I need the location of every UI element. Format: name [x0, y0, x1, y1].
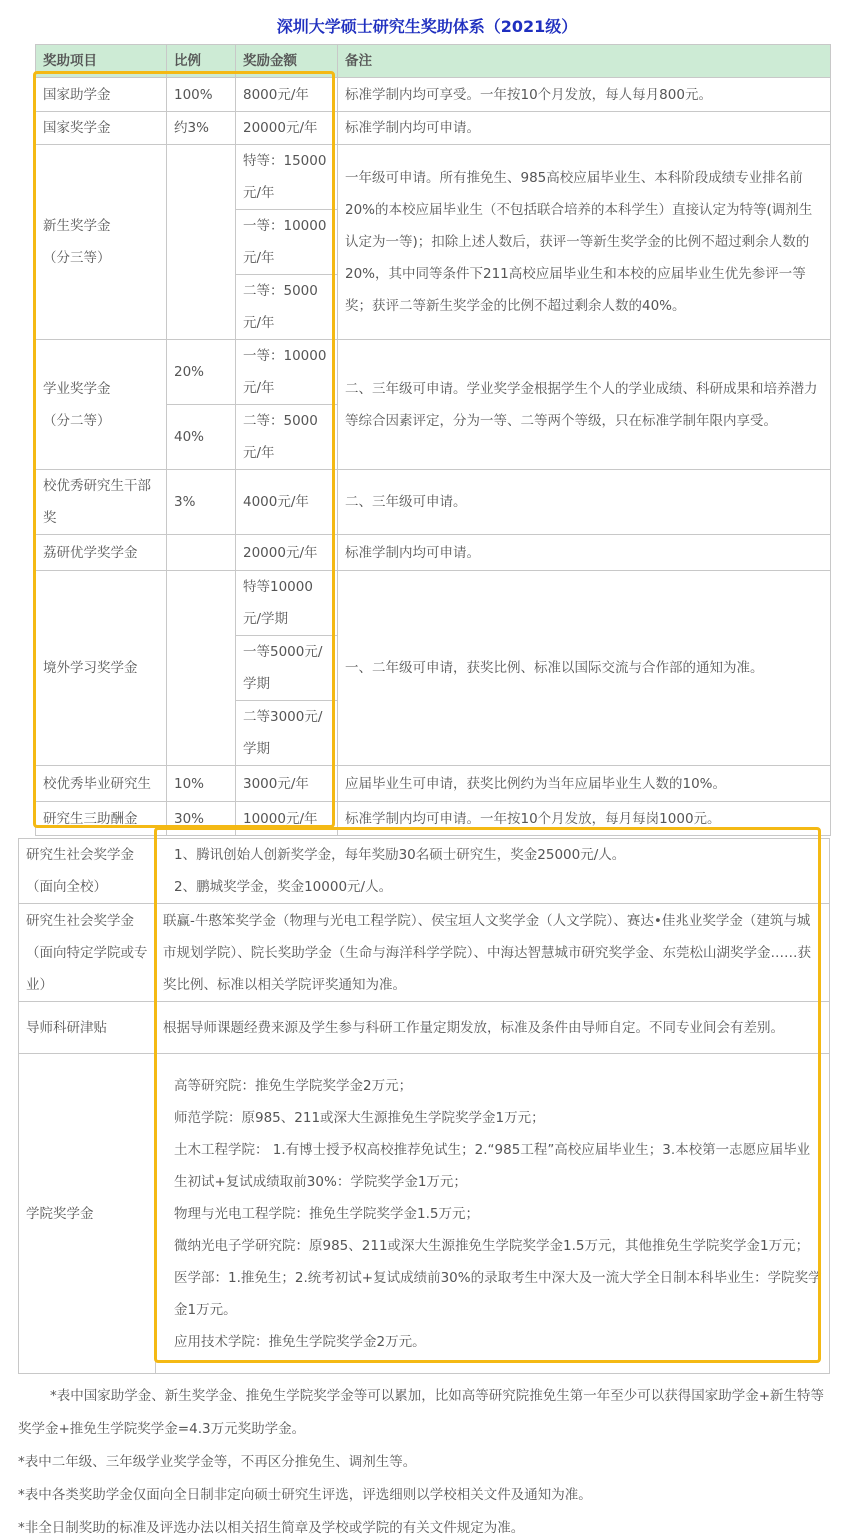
note-line: 土木工程学院： 1.有博士授予权高校推荐免试生；2.“985工程”高校应届毕业生；3.本校第一志愿应届毕业生初试+复试成绩取前30%：学院奖学金1万元； — [174, 1141, 811, 1190]
page-title: 深圳大学硕士研究生奖助体系（2021级） — [276, 17, 578, 36]
ratio: 10% — [167, 766, 236, 802]
note — [156, 1054, 830, 1374]
table-row — [36, 340, 831, 405]
item-name: 研究生社会奖学金（面向全校） — [19, 839, 156, 904]
table-row — [36, 78, 831, 112]
table-row — [36, 535, 831, 571]
item-name — [36, 145, 167, 340]
item-name: 研究生三助酬金 — [36, 802, 167, 836]
table-row — [36, 802, 831, 836]
amount: 8000元/年 — [236, 78, 338, 112]
note-line: 微纳光电子学研究院：原985、211或深大生源推免生学院奖学金1.5万元，其他推免生学院奖学金1万元； — [174, 1237, 810, 1254]
item-name: 校优秀研究生干部奖 — [36, 470, 167, 535]
table-row — [19, 904, 830, 1002]
item-name: 境外学习奖学金 — [36, 571, 167, 766]
ratio: 20% — [167, 340, 236, 405]
ratio: 100% — [167, 78, 236, 112]
table-row — [19, 1054, 830, 1374]
note-line: 师范学院：原985、211或深大生源推免生学院奖学金1万元； — [174, 1109, 545, 1126]
footnote: *表中二年级、三年级学业奖学金等，不再区分推免生、调剂生等。 — [18, 1454, 417, 1470]
item-name-text: 学业奖学金 — [43, 380, 111, 397]
note-line: 1、腾讯创始人创新奖学金，每年奖励30名硕士研究生，奖金25000元/人。 — [174, 847, 626, 863]
note-line: 医学部：1.推免生；2.统考初试+复试成绩前30%的录取考生中深大及一流大学全日制本科毕业生：学院奖学金1万元。 — [174, 1269, 822, 1318]
item-name: 国家奖学金 — [36, 112, 167, 145]
note-line: 物理与光电工程学院：推免生学院奖学金1.5万元； — [174, 1205, 479, 1222]
amount: 二等3000元/学期 — [236, 701, 338, 766]
table-row — [36, 112, 831, 145]
note: 二、三年级可申请。学业奖学金根据学生个人的学业成绩、科研成果和培养潜力等综合因素评定，分为一等、二等两个等级，只在标准学制年限内享受。 — [338, 340, 831, 470]
item-subtitle: （分二等） — [43, 412, 111, 429]
amount: 3000元/年 — [236, 766, 338, 802]
note: 标准学制内均可申请。 — [338, 535, 831, 571]
amount: 10000元/年 — [236, 802, 338, 836]
note — [156, 839, 830, 904]
note: 应届毕业生可申请，获奖比例约为当年应届毕业生人数的10%。 — [338, 766, 831, 802]
other-scholarship-table — [18, 838, 830, 1374]
note: 标准学制内均可申请。 — [338, 112, 831, 145]
amount: 特等10000元/学期 — [236, 571, 338, 636]
table-row — [36, 470, 831, 535]
footnote: *表中各类奖助学金仅面向全日制非定向硕士研究生评选，评选细则以学校相关文件及通知为准。 — [18, 1487, 592, 1503]
header-cell: 比例 — [167, 45, 236, 78]
item-name: 国家助学金 — [36, 78, 167, 112]
amount: 二等：5000元/年 — [236, 405, 338, 470]
table-row — [19, 1002, 830, 1054]
ratio: 约3% — [167, 112, 236, 145]
note: 联赢-牛憨笨奖学金（物理与光电工程学院）、侯宝垣人文奖学金（人文学院）、赛达•佳兆业奖学金（建筑与城市规划学院）、院长奖助学金（生命与海洋科学学院）、中海达智慧城市研究奖学金、东莞松山湖奖学金……获奖比例、标准以相关学院评奖通知为准。 — [156, 904, 830, 1002]
footnote: *非全日制奖助的标准及评选办法以相关招生简章及学校或学院的有关文件规定为准。 — [18, 1520, 525, 1536]
ratio — [167, 571, 236, 766]
ratio: 30% — [167, 802, 236, 836]
item-name: 学院奖学金 — [19, 1054, 156, 1374]
table-row — [36, 145, 831, 210]
ratio — [167, 535, 236, 571]
item-name: 导师科研津贴 — [19, 1002, 156, 1054]
amount: 20000元/年 — [236, 112, 338, 145]
note: 一、二年级可申请，获奖比例、标准以国际交流与合作部的通知为准。 — [338, 571, 831, 766]
table-row — [19, 839, 830, 904]
header-cell: 奖助项目 — [36, 45, 167, 78]
amount: 二等：5000元/年 — [236, 275, 338, 340]
item-subtitle: （分三等） — [43, 250, 111, 266]
amount: 4000元/年 — [236, 470, 338, 535]
amount: 一等5000元/学期 — [236, 636, 338, 701]
footnotes — [18, 1380, 833, 1538]
footnote: *表中国家助学金、新生奖学金、推免生学院奖学金等可以累加，比如高等研究院推免生第一年至少可以获得国家助学金+新生特等奖学金+推免生学院奖学金=4.3万元奖助学金。 — [18, 1388, 825, 1437]
ratio: 40% — [167, 405, 236, 470]
note-line: 应用技术学院：推免生学院奖学金2万元。 — [174, 1333, 426, 1350]
amount: 特等：15000元/年 — [236, 145, 338, 210]
item-name: 荔研优学奖学金 — [36, 535, 167, 571]
amount: 20000元/年 — [236, 535, 338, 571]
table-row — [36, 766, 831, 802]
note-line: 高等研究院：推免生学院奖学金2万元； — [174, 1077, 413, 1094]
item-name: 研究生社会奖学金（面向特定学院或专业） — [19, 904, 156, 1002]
note: 一年级可申请。所有推免生、985高校应届毕业生、本科阶段成绩专业排名前20%的本校应届毕业生（不包括联合培养的本科学生）直接认定为特等(调剂生认定为一等)；扣除上述人数后，获评一等新生奖学金的比例不超过剩余人数的20%，其中同等条件下211高校应届毕业生和本校的应届毕业生优先参评一等奖；获评二等新生奖学金的比例不超过剩余人数的40%。 — [338, 145, 831, 340]
table-header-row — [36, 45, 831, 78]
item-name — [36, 340, 167, 470]
header-cell: 奖励金额 — [236, 45, 338, 78]
item-name: 校优秀毕业研究生 — [36, 766, 167, 802]
amount: 一等：10000元/年 — [236, 340, 338, 405]
note: 二、三年级可申请。 — [338, 470, 831, 535]
table-row — [36, 571, 831, 636]
header-cell: 备注 — [338, 45, 831, 78]
scholarship-table — [35, 44, 831, 836]
note: 根据导师课题经费来源及学生参与科研工作量定期发放，标准及条件由导师自定。不同专业间会有差别。 — [156, 1002, 830, 1054]
ratio: 3% — [167, 470, 236, 535]
item-name-text: 新生奖学金 — [43, 218, 111, 234]
note-line: 2、鹏城奖学金，奖金10000元/人。 — [174, 879, 393, 895]
note: 标准学制内均可享受。一年按10个月发放，每人每月800元。 — [338, 78, 831, 112]
amount: 一等：10000元/年 — [236, 210, 338, 275]
note: 标准学制内均可申请。一年按10个月发放，每月每岗1000元。 — [338, 802, 831, 836]
ratio — [167, 145, 236, 340]
